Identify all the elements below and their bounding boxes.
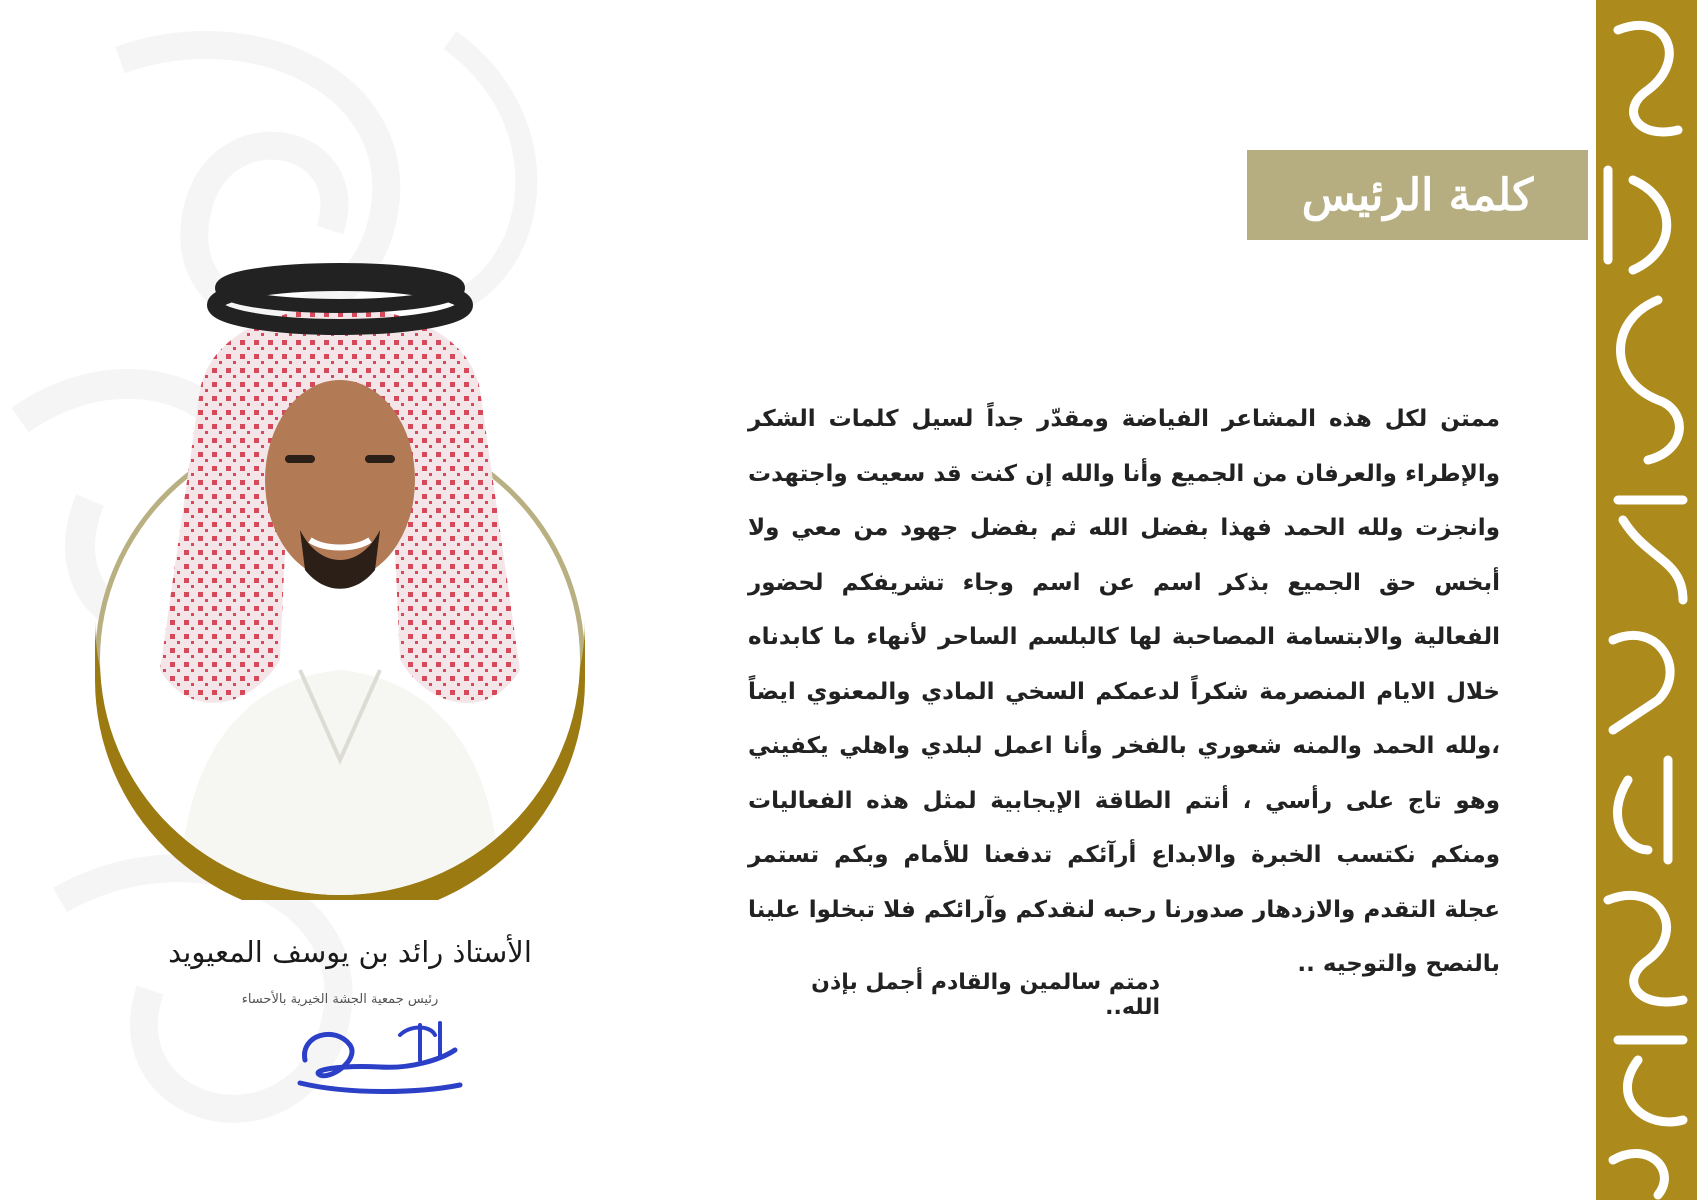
person-portrait-icon <box>70 240 640 900</box>
author-name: الأستاذ رائد بن يوسف المعيويد <box>168 935 532 969</box>
author-role: رئيس جمعية الجشة الخيرية بالأحساء <box>241 992 439 1007</box>
letter-closing: دمتم سالمين والقادم أجمل بإذن الله.. <box>811 970 1160 1020</box>
letter-body: ممتن لكل هذه المشاعر الفياضة ومقدّر جداً لسيل كلمات الشكر والإطراء والعرفان من الجميع وأنا والله إن كنت قد سعيت واجتهدت وانجزت ولله الحمد فهذا بفضل الله ثم بفضل جهود من معي ولا أبخس حق الجميع بذكر اسم عن اسم وجاء تشريفكم لحضور الفعالية والابتسامة المصاحبة لها كالبلسم الساحر لأنهاء ما كابدناه خلال الايام المنصرمة شكراً لدعمكم السخي المادي والمعنوي ايضاً ،ولله الحمد والمنه شعوري بالفخر وأنا اعمل لبلدي واهلي يكفيني وهو تاج على رأسي ، أنتم الطاقة الإيجابية لمثل هذه الفعاليات ومنكم نكتسب الخبرة والابداع أرآئكم تدفعنا للأمام وبكم تستمر عجلة التقدم والازدهار صدورنا رحبه لنقدكم وآرائكم فلا تبخلوا علينا بالنصح والتوجيه .. <box>748 406 1500 977</box>
title-banner <box>1247 150 1588 240</box>
signature-icon <box>290 1005 470 1100</box>
decorative-side-band <box>1588 0 1697 1200</box>
calligraphy-pattern-icon <box>1588 0 1697 1200</box>
side-band-divider <box>1588 0 1596 1200</box>
page-title: كلمة الرئيس <box>1301 169 1534 221</box>
